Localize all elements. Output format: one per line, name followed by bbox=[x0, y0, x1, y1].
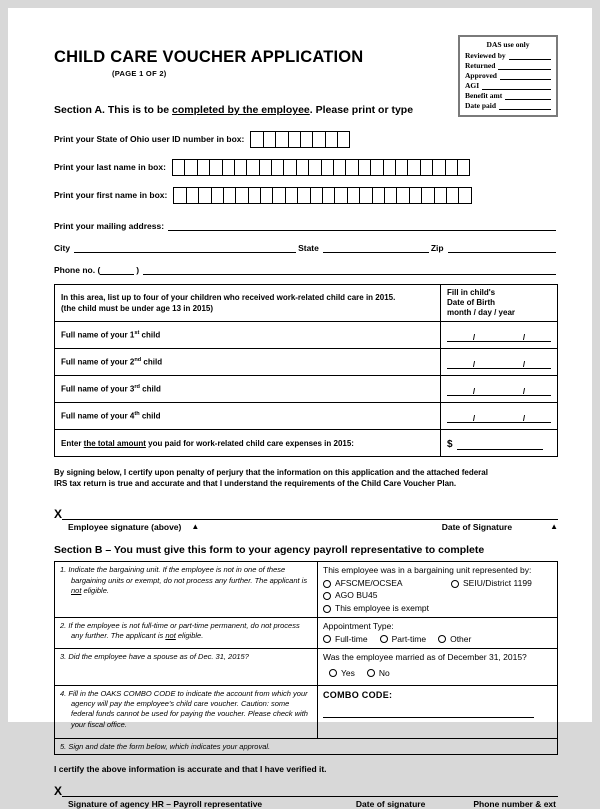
dob-separator: / bbox=[472, 333, 476, 342]
radio-full-time[interactable] bbox=[323, 634, 368, 645]
character-box[interactable] bbox=[248, 187, 261, 204]
das-field-benefit-amt bbox=[465, 91, 551, 100]
married-options bbox=[329, 667, 552, 679]
phone-paren-close: ) bbox=[136, 265, 140, 275]
character-box[interactable] bbox=[288, 131, 301, 148]
radio-married-yes[interactable] bbox=[329, 668, 355, 679]
character-box[interactable] bbox=[325, 131, 338, 148]
triangle-up-icon: ▲ bbox=[191, 522, 200, 532]
child-2-name-cell[interactable] bbox=[55, 349, 441, 376]
children-table bbox=[54, 284, 558, 457]
certification-line2: IRS tax return is true and accurate and that I understand the requirements of the Child Care Voucher Plan. bbox=[54, 479, 457, 489]
bargaining-unit-cell bbox=[318, 562, 558, 618]
appointment-prompt: Appointment Type: bbox=[323, 621, 394, 632]
character-box[interactable] bbox=[421, 187, 434, 204]
certification-statement bbox=[54, 467, 558, 489]
character-box[interactable] bbox=[334, 187, 347, 204]
appointment-type-cell bbox=[318, 618, 558, 649]
section-b-item-2-text bbox=[60, 621, 312, 641]
character-box[interactable] bbox=[173, 187, 186, 204]
mailing-address-label: Print your mailing address: bbox=[54, 221, 165, 231]
combo-code-cell bbox=[318, 686, 558, 739]
radio-ago-bu45[interactable] bbox=[323, 590, 443, 601]
total-amount-rule[interactable] bbox=[457, 438, 543, 450]
section-b-item-5: 5. Sign and date the form below, which indicates your approval. bbox=[55, 739, 558, 755]
section-a-heading-pre: Section A. This is to be bbox=[54, 104, 173, 116]
child-2-label-post: child bbox=[141, 357, 163, 367]
child-1-dob-cell[interactable] bbox=[441, 322, 558, 349]
child-4-label-pre: Full name of your 4 bbox=[61, 411, 135, 421]
bargaining-prompt: This employee was in a bargaining unit represented by: bbox=[323, 565, 532, 576]
field-first-name-label: Print your first name in box: bbox=[54, 190, 168, 200]
item-2-body: If the employee is not full-time or part-time permanent, do not process any further. The applicant is bbox=[68, 621, 300, 641]
child-3-name-cell[interactable] bbox=[55, 376, 441, 403]
field-user-id-row bbox=[54, 130, 558, 148]
character-box[interactable] bbox=[383, 159, 396, 176]
page-title: CHILD CARE VOUCHER APPLICATION bbox=[54, 48, 364, 66]
das-field-reviewed-by bbox=[465, 51, 551, 60]
radio-icon bbox=[323, 605, 331, 613]
das-field-date-paid bbox=[465, 101, 551, 110]
child-4-name-cell[interactable] bbox=[55, 403, 441, 430]
radio-icon bbox=[367, 669, 375, 677]
character-box[interactable] bbox=[223, 187, 236, 204]
radio-icon bbox=[329, 669, 337, 677]
hr-signature-input[interactable] bbox=[62, 784, 558, 797]
total-amount-input-cell[interactable] bbox=[441, 430, 558, 457]
state-label: State bbox=[298, 243, 319, 253]
form-page bbox=[8, 8, 592, 809]
das-field-rule[interactable] bbox=[505, 91, 551, 100]
phone-area-code-input[interactable] bbox=[100, 263, 134, 275]
radio-icon bbox=[451, 580, 459, 588]
dob-separator: / bbox=[522, 333, 526, 342]
total-amount-label-cell bbox=[55, 430, 441, 457]
footer-captions bbox=[54, 799, 558, 809]
hr-phone-caption: Phone number & ext bbox=[473, 799, 556, 809]
character-box[interactable] bbox=[211, 187, 224, 204]
page-indicator: (PAGE 1 OF 2) bbox=[112, 69, 167, 79]
hr-date-caption: Date of signature bbox=[355, 799, 426, 809]
hr-signature-caption: Signature of agency HR – Payroll representative bbox=[68, 799, 263, 809]
dob-input-line[interactable] bbox=[447, 409, 551, 423]
dob-separator: / bbox=[522, 414, 526, 423]
employee-signature-caption: Employee signature (above) bbox=[68, 522, 182, 533]
radio-label: SEIU/District 1199 bbox=[463, 577, 532, 588]
hr-certification-statement: I certify the above information is accurate and that I have verified it. bbox=[54, 764, 327, 775]
item-2-emphasis: not bbox=[165, 631, 176, 641]
das-box-heading: DAS use only bbox=[486, 40, 530, 49]
field-last-name-row bbox=[54, 158, 558, 176]
married-prompt: Was the employee married as of December 31, 2015? bbox=[323, 652, 527, 663]
dob-input-line[interactable] bbox=[447, 355, 551, 369]
child-1-ordinal: st bbox=[134, 330, 140, 337]
children-intro-cell bbox=[55, 285, 441, 322]
user-id-boxes[interactable] bbox=[250, 131, 350, 148]
character-box[interactable] bbox=[250, 131, 263, 148]
field-last-name-label: Print your last name in box: bbox=[54, 162, 166, 172]
field-first-name-row bbox=[54, 186, 558, 204]
character-box[interactable] bbox=[259, 159, 272, 176]
character-box[interactable] bbox=[271, 159, 284, 176]
total-label-pre: Enter bbox=[61, 438, 84, 448]
field-phone bbox=[54, 262, 558, 275]
radio-label: AFSCME/OCSEA bbox=[335, 577, 403, 588]
currency-symbol: $ bbox=[447, 439, 453, 450]
child-4-ordinal: th bbox=[134, 411, 140, 418]
mailing-address-input[interactable] bbox=[168, 219, 556, 231]
item-4-body: Fill in the OAKS COMBO CODE to indicate the account from which your agency will pay the employee's child care voucher. Caution: some federal funds cannot be used for paying the voucher. Please check with your fiscal office. bbox=[68, 689, 308, 729]
das-field-label: Reviewed by bbox=[465, 51, 506, 60]
character-box[interactable] bbox=[432, 159, 445, 176]
character-box[interactable] bbox=[209, 159, 222, 176]
total-amount-field[interactable] bbox=[447, 436, 551, 450]
character-box[interactable] bbox=[446, 187, 459, 204]
dob-input-line[interactable] bbox=[447, 328, 551, 342]
radio-icon bbox=[380, 635, 388, 643]
table-row bbox=[55, 618, 558, 649]
child-1-name-cell[interactable] bbox=[55, 322, 441, 349]
character-box[interactable] bbox=[458, 187, 471, 204]
item-1-body: Indicate the bargaining unit. If the employee is not in one of these bargaining units or exempt, do not process any further. The applicant is bbox=[68, 565, 308, 585]
das-field-rule[interactable] bbox=[482, 81, 551, 90]
item-1-number: 1. bbox=[60, 565, 67, 575]
character-box[interactable] bbox=[297, 187, 310, 204]
child-2-label-pre: Full name of your 2 bbox=[61, 357, 135, 367]
children-table-header-row bbox=[55, 285, 558, 322]
item-2-tail: eligible. bbox=[175, 631, 204, 641]
character-box[interactable] bbox=[358, 159, 371, 176]
appointment-options bbox=[323, 633, 552, 645]
married-status-cell bbox=[318, 649, 558, 686]
phone-number-input[interactable] bbox=[143, 263, 556, 275]
radio-married-no[interactable] bbox=[367, 668, 390, 679]
radio-part-time[interactable] bbox=[380, 634, 426, 645]
radio-employee-exempt[interactable] bbox=[323, 603, 429, 614]
character-box[interactable] bbox=[275, 131, 288, 148]
bargaining-options bbox=[323, 577, 552, 614]
table-row bbox=[55, 322, 558, 349]
character-box[interactable] bbox=[396, 187, 409, 204]
item-3-number: 3. bbox=[60, 652, 67, 662]
character-box[interactable] bbox=[409, 187, 422, 204]
section-b-item-3 bbox=[55, 649, 318, 686]
character-box[interactable] bbox=[283, 159, 296, 176]
dob-separator: / bbox=[472, 414, 476, 423]
character-box[interactable] bbox=[333, 159, 346, 176]
character-box[interactable] bbox=[172, 159, 185, 176]
combo-code-input[interactable] bbox=[323, 701, 534, 718]
character-box[interactable] bbox=[308, 159, 321, 176]
radio-label: AGO BU45 bbox=[335, 590, 378, 601]
section-b-item-4 bbox=[55, 686, 318, 739]
das-field-approved bbox=[465, 71, 551, 80]
item-3-body: Did the employee have a spouse as of Dec. 31, 2015? bbox=[68, 652, 249, 662]
city-label: City bbox=[54, 243, 71, 253]
section-b-item-2 bbox=[55, 618, 318, 649]
dob-separator: / bbox=[522, 387, 526, 396]
character-box[interactable] bbox=[347, 187, 360, 204]
character-box[interactable] bbox=[445, 159, 458, 176]
character-box[interactable] bbox=[322, 187, 335, 204]
table-row bbox=[55, 686, 558, 739]
character-box[interactable] bbox=[234, 159, 247, 176]
section-b-item-3-text bbox=[60, 652, 312, 662]
total-amount-row bbox=[55, 430, 558, 457]
item-1-tail: eligible. bbox=[81, 585, 109, 595]
combo-code-label: COMBO CODE: bbox=[323, 690, 393, 701]
radio-icon bbox=[323, 635, 331, 643]
das-field-agi bbox=[465, 81, 551, 90]
item-1-emphasis: not bbox=[71, 585, 82, 595]
first-name-boxes[interactable] bbox=[173, 187, 471, 204]
radio-label: This employee is exempt bbox=[335, 602, 430, 613]
employee-signature-input[interactable] bbox=[62, 507, 558, 520]
children-intro-line1: In this area, list up to four of your children who received work-related child care in 2015. bbox=[61, 292, 396, 302]
signature-captions bbox=[54, 522, 558, 532]
hr-signature-x-mark: X bbox=[54, 784, 63, 799]
das-field-label: Returned bbox=[465, 61, 496, 70]
certification-line1: By signing below, I certify upon penalty of perjury that the information on this application and the attached federal bbox=[54, 468, 488, 477]
das-use-only-box bbox=[458, 35, 558, 117]
child-4-label-post: child bbox=[139, 411, 161, 421]
child-4-dob-cell[interactable] bbox=[441, 403, 558, 430]
table-row bbox=[55, 403, 558, 430]
dob-separator: / bbox=[472, 387, 476, 396]
character-box[interactable] bbox=[457, 159, 470, 176]
field-user-id-label: Print your State of Ohio user ID number in box: bbox=[54, 134, 245, 144]
child-2-dob-cell[interactable] bbox=[441, 349, 558, 376]
character-box[interactable] bbox=[345, 159, 358, 176]
radio-seiu-district-1199[interactable] bbox=[451, 578, 532, 589]
character-box[interactable] bbox=[184, 159, 197, 176]
das-field-label: AGI bbox=[465, 81, 480, 90]
section-b-item-1 bbox=[55, 562, 318, 618]
character-box[interactable] bbox=[395, 159, 408, 176]
radio-icon bbox=[438, 635, 446, 643]
table-row bbox=[55, 562, 558, 618]
character-box[interactable] bbox=[300, 131, 313, 148]
child-1-label-pre: Full name of your 1 bbox=[61, 330, 135, 340]
section-b-heading: Section B – You must give this form to your agency payroll representative to complete bbox=[54, 544, 485, 557]
zip-label: Zip bbox=[430, 243, 444, 253]
radio-afscme-ocsea[interactable] bbox=[323, 578, 443, 589]
total-label-underlined: the total amount bbox=[83, 438, 146, 448]
dob-separator: / bbox=[522, 360, 526, 369]
child-1-label-post: child bbox=[139, 330, 161, 340]
city-input[interactable] bbox=[74, 241, 296, 253]
das-field-label: Approved bbox=[465, 71, 497, 80]
field-mailing-address bbox=[54, 218, 558, 231]
child-3-ordinal: rd bbox=[134, 384, 140, 391]
children-intro-line2: (the child must be under age 13 in 2015) bbox=[61, 304, 214, 313]
character-box[interactable] bbox=[312, 131, 325, 148]
dob-separator: / bbox=[472, 360, 476, 369]
dob-head-line2: Date of Birth bbox=[447, 298, 495, 307]
radio-icon bbox=[323, 580, 331, 588]
character-box[interactable] bbox=[372, 187, 385, 204]
radio-label: Other bbox=[450, 633, 472, 644]
state-input[interactable] bbox=[323, 241, 429, 253]
character-box[interactable] bbox=[263, 131, 276, 148]
dob-column-header bbox=[441, 285, 558, 322]
signature-x-mark: X bbox=[54, 507, 63, 522]
child-3-dob-cell[interactable] bbox=[441, 376, 558, 403]
character-box[interactable] bbox=[310, 187, 323, 204]
field-city-state-zip bbox=[54, 240, 558, 253]
character-box[interactable] bbox=[296, 159, 309, 176]
phone-label: Phone no. ( bbox=[54, 265, 101, 275]
table-row bbox=[55, 376, 558, 403]
address-block bbox=[54, 218, 558, 275]
character-box[interactable] bbox=[222, 159, 235, 176]
child-3-label-pre: Full name of your 3 bbox=[61, 384, 135, 394]
character-box[interactable] bbox=[272, 187, 285, 204]
section-a-heading-underlined: completed by the employee bbox=[172, 104, 310, 116]
date-of-signature-caption: Date of Signature bbox=[441, 522, 513, 533]
zip-input[interactable] bbox=[448, 241, 556, 253]
section-a-heading-post: . Please print or type bbox=[309, 104, 414, 116]
radio-label: No bbox=[378, 667, 390, 678]
character-box[interactable] bbox=[235, 187, 248, 204]
table-row bbox=[55, 649, 558, 686]
dob-head-line1: Fill in child's bbox=[447, 288, 496, 297]
character-box[interactable] bbox=[198, 187, 211, 204]
last-name-boxes[interactable] bbox=[172, 159, 470, 176]
das-field-rule[interactable] bbox=[499, 101, 551, 110]
das-field-returned bbox=[465, 61, 551, 70]
character-box[interactable] bbox=[407, 159, 420, 176]
dob-input-line[interactable] bbox=[447, 382, 551, 396]
character-box[interactable] bbox=[186, 187, 199, 204]
radio-label: Yes bbox=[341, 667, 355, 678]
character-box[interactable] bbox=[285, 187, 298, 204]
character-box[interactable] bbox=[337, 131, 350, 148]
section-b-item-4-text bbox=[60, 689, 312, 730]
section-b-item-1-text bbox=[60, 565, 312, 595]
character-box[interactable] bbox=[384, 187, 397, 204]
item-4-number: 4. bbox=[60, 689, 67, 699]
radio-label: Part-time bbox=[391, 633, 427, 644]
child-3-label-post: child bbox=[139, 384, 161, 394]
character-box[interactable] bbox=[260, 187, 273, 204]
table-row bbox=[55, 349, 558, 376]
table-row bbox=[55, 739, 558, 755]
das-field-label: Benefit amt bbox=[465, 91, 503, 100]
child-2-ordinal: nd bbox=[134, 357, 142, 364]
das-field-rule[interactable] bbox=[498, 61, 551, 70]
radio-other[interactable] bbox=[438, 634, 471, 645]
triangle-up-icon: ▲ bbox=[550, 522, 558, 532]
character-box[interactable] bbox=[434, 187, 447, 204]
section-b-table bbox=[54, 561, 558, 755]
character-box[interactable] bbox=[420, 159, 433, 176]
character-box[interactable] bbox=[321, 159, 334, 176]
das-field-rule[interactable] bbox=[509, 51, 551, 60]
character-box[interactable] bbox=[359, 187, 372, 204]
employee-signature-line bbox=[54, 507, 558, 520]
dob-head-line3: month / day / year bbox=[447, 308, 516, 317]
das-field-rule[interactable] bbox=[500, 71, 551, 80]
character-box[interactable] bbox=[246, 159, 259, 176]
radio-label: Full-time bbox=[335, 633, 368, 644]
item-2-number: 2. bbox=[60, 621, 67, 631]
radio-icon bbox=[323, 592, 331, 600]
character-box[interactable] bbox=[197, 159, 210, 176]
hr-signature-line bbox=[54, 784, 558, 797]
character-box[interactable] bbox=[370, 159, 383, 176]
total-label-post: you paid for work-related child care expenses in 2015: bbox=[145, 438, 354, 448]
das-field-label: Date paid bbox=[465, 101, 497, 110]
